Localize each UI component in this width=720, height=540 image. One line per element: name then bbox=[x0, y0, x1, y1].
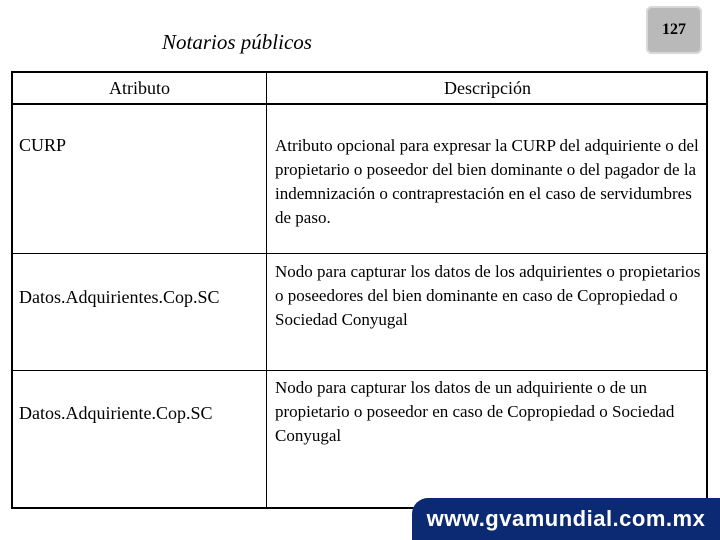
attribute-table bbox=[11, 71, 708, 509]
table-row-attribute: CURP bbox=[19, 135, 67, 155]
page-number: 127 bbox=[662, 21, 686, 38]
header-description: Descripción bbox=[444, 78, 531, 98]
row-divider bbox=[13, 370, 706, 371]
page-number-badge bbox=[646, 6, 702, 54]
header-divider bbox=[13, 103, 706, 105]
page-title: Notarios públicos bbox=[162, 30, 312, 54]
table-row-attribute: Datos.Adquiriente.Cop.SC bbox=[19, 403, 213, 423]
table-row-description: Nodo para capturar los datos de un adquiriente o de un propietario o poseedor en caso de Copropiedad o Sociedad Conyugal bbox=[275, 378, 675, 445]
row-divider bbox=[13, 253, 706, 254]
website-url: www.gvamundial.com.mx bbox=[426, 506, 706, 531]
table-row-description: Atributo opcional para expresar la CURP del adquiriente o del propietario o poseedor del bien dominante o del pagador de la indemnización o contraprestación en el caso de servidumbres de paso. bbox=[275, 136, 699, 227]
column-divider bbox=[266, 73, 267, 507]
header-attribute: Atributo bbox=[109, 78, 170, 98]
table-row-attribute: Datos.Adquirientes.Cop.SC bbox=[19, 287, 220, 307]
table-row-description: Nodo para capturar los datos de los adquirientes o propietarios o poseedores del bien dominante en caso de Copropiedad o Sociedad Conyugal bbox=[275, 262, 701, 329]
website-watermark bbox=[412, 498, 720, 540]
